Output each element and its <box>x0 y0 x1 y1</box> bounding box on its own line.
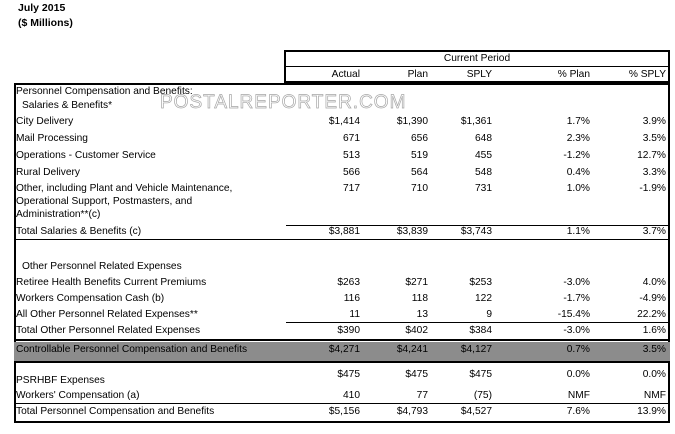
row-value: 548 <box>475 167 492 178</box>
row-label: Workers' Compensation (a) <box>16 390 140 401</box>
watermark-text: POSTALREPORTER.COM <box>160 92 407 113</box>
row-value: $263 <box>337 277 360 288</box>
row-value: 1.0% <box>566 183 590 194</box>
rule-controllable-bottom <box>16 361 668 363</box>
column-header-plan: Plan <box>407 69 428 80</box>
row-value: 3.5% <box>642 133 666 144</box>
column-header-sply: SPLY <box>466 69 492 80</box>
row-label: Workers Compensation Cash (b) <box>16 293 165 304</box>
row-value: $4,793 <box>396 406 428 417</box>
row-value: 22.2% <box>637 309 666 320</box>
rule-total-other-top <box>286 322 668 323</box>
row-value: 410 <box>343 390 360 401</box>
row-value: 656 <box>411 133 428 144</box>
row-value: $253 <box>469 277 492 288</box>
row-value: 7.6% <box>566 406 590 417</box>
row-value: $1,414 <box>328 116 360 127</box>
row-value: $271 <box>405 277 428 288</box>
row-value: 513 <box>343 150 360 161</box>
row-value: 0.4% <box>566 167 590 178</box>
row-value: 671 <box>343 133 360 144</box>
row-label: Total Personnel Compensation and Benefits <box>16 406 215 417</box>
row-value: -15.4% <box>557 309 590 320</box>
row-label: Administration**(c) <box>16 209 101 220</box>
row-value: $384 <box>469 325 492 336</box>
row-value: 13.9% <box>637 406 666 417</box>
row-value: 1.6% <box>642 325 666 336</box>
row-value: $5,156 <box>328 406 360 417</box>
row-value: -3.0% <box>563 277 590 288</box>
row-value: -1.7% <box>563 293 590 304</box>
row-label: Rural Delivery <box>16 167 80 178</box>
rule-controllable-top <box>16 339 668 341</box>
row-value: NMF <box>567 390 590 401</box>
row-label: City Delivery <box>16 116 74 127</box>
row-value: $4,127 <box>460 344 492 355</box>
row-value: $3,743 <box>460 226 492 237</box>
row-value: 0.7% <box>566 344 590 355</box>
row-value: 9 <box>486 309 492 320</box>
row-value: $4,271 <box>328 344 360 355</box>
row-label: PSRHBF Expenses <box>16 375 105 386</box>
row-value: 0.0% <box>566 369 590 380</box>
row-label: Mail Processing <box>16 133 88 144</box>
row-value: $3,881 <box>328 226 360 237</box>
row-value: $3,839 <box>396 226 428 237</box>
row-value: (75) <box>473 390 492 401</box>
row-value: 4.0% <box>642 277 666 288</box>
row-label: Personnel Compensation and Benefits: <box>16 86 193 97</box>
row-value: 519 <box>411 150 428 161</box>
row-value: $1,361 <box>460 116 492 127</box>
row-label: Other Personnel Related Expenses <box>22 261 182 272</box>
rule-total-top <box>16 403 668 404</box>
row-value: NMF <box>643 390 666 401</box>
row-value: 77 <box>416 390 428 401</box>
row-label: Controllable Personnel Compensation and Benefits <box>16 344 248 355</box>
row-value: -1.2% <box>563 150 590 161</box>
row-value: $390 <box>337 325 360 336</box>
row-value: 3.7% <box>642 226 666 237</box>
row-value: $475 <box>405 369 428 380</box>
row-value: 3.9% <box>642 116 666 127</box>
row-label: Retiree Health Benefits Current Premiums <box>16 277 207 288</box>
row-value: $1,390 <box>396 116 428 127</box>
row-label: Operational Support, Postmasters, and <box>16 196 193 207</box>
row-value: 717 <box>343 183 360 194</box>
row-value: 13 <box>416 309 428 320</box>
row-value: $475 <box>337 369 360 380</box>
row-value: -3.0% <box>563 325 590 336</box>
row-value: 566 <box>343 167 360 178</box>
row-value: 2.3% <box>566 133 590 144</box>
row-value: 122 <box>475 293 492 304</box>
row-label: Total Other Personnel Related Expenses <box>16 325 201 336</box>
group-header: Current Period <box>443 53 511 64</box>
row-value: 0.0% <box>642 369 666 380</box>
report-units: ($ Millions) <box>18 17 73 29</box>
column-header-pct-plan: % Plan <box>557 69 590 80</box>
row-label: Operations - Customer Service <box>16 150 156 161</box>
row-value: -4.9% <box>639 293 666 304</box>
report-title: July 2015 <box>18 2 66 14</box>
row-value: -1.9% <box>639 183 666 194</box>
row-value: 1.1% <box>566 226 590 237</box>
row-label: All Other Personnel Related Expenses** <box>16 309 198 320</box>
row-value: 12.7% <box>637 150 666 161</box>
row-value: $475 <box>469 369 492 380</box>
row-value: 710 <box>411 183 428 194</box>
row-label: Total Salaries & Benefits (c) <box>16 226 142 237</box>
row-value: $4,241 <box>396 344 428 355</box>
row-label: Other, including Plant and Vehicle Maintenance, <box>16 183 233 194</box>
column-header-actual: Actual <box>331 69 360 80</box>
row-value: 116 <box>343 293 360 304</box>
row-label: Salaries & Benefits* <box>22 100 113 111</box>
row-value: 1.7% <box>566 116 590 127</box>
rule-total-salaries-bottom <box>16 239 668 240</box>
row-value: $4,527 <box>460 406 492 417</box>
row-value: 731 <box>475 183 492 194</box>
row-value: 648 <box>475 133 492 144</box>
row-value: 118 <box>411 293 428 304</box>
row-value: 3.5% <box>642 344 666 355</box>
column-header-pct-sply: % SPLY <box>628 69 666 80</box>
row-value: 455 <box>475 150 492 161</box>
row-value: 564 <box>411 167 428 178</box>
row-value: 11 <box>349 309 360 320</box>
row-value: $402 <box>405 325 428 336</box>
row-value: 3.3% <box>642 167 666 178</box>
group-header-divider <box>286 66 668 67</box>
